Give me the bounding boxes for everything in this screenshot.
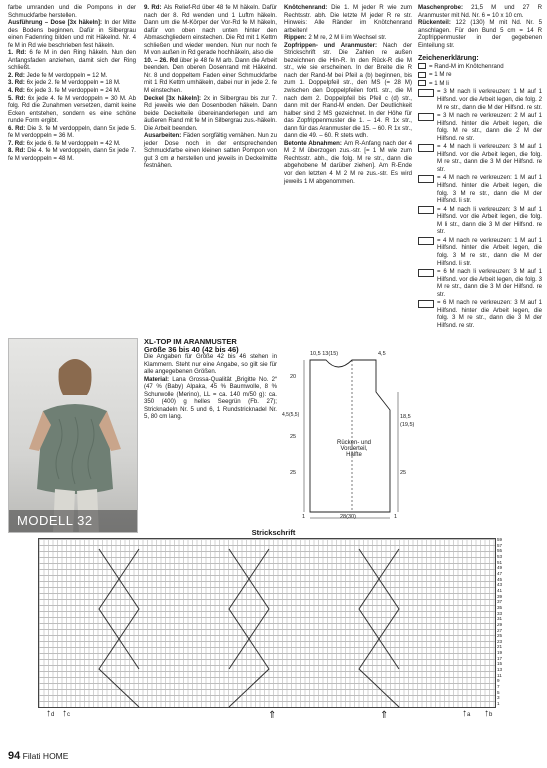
chart-row-number: 19 (497, 650, 503, 656)
chart-row-number: 1 (497, 701, 500, 707)
diagram-left-label-4: 25 (290, 470, 297, 476)
col2-text: 2x in Silbergrau bis zur 7. Rd jeweils wie den Dosenboden häkeln. Dann beide Deckelteile übereinanderlegen und am äußeren Rand mit fe M in Silbergrau zus.-häkeln. Die Arbeit beenden. (144, 94, 277, 132)
chart-row-number: 57 (497, 542, 503, 548)
legend-symbol-icon (418, 63, 426, 69)
chart-row-number: 47 (497, 570, 503, 576)
knitting-chart (38, 538, 496, 708)
col4-heading: Maschenprobe: (418, 4, 472, 11)
legend-item (418, 268, 542, 298)
diagram-right-label-3: 25 (400, 470, 407, 476)
legend-text: = 6 M nach li verkreuzen: 3 M auf 1 Hilfsnd. vor die Arbeit legen, die folg. 3 M re str., dann die 3 M der Hilfsnd. re str. (437, 268, 542, 298)
chart-row-number: 45 (497, 576, 503, 582)
column-1 (8, 4, 136, 162)
col3-paragraph (284, 4, 412, 34)
chart-row-number: 31 (497, 616, 503, 622)
double-arrow-2: ⇑ (380, 710, 389, 721)
chart-row-number: 53 (497, 553, 503, 559)
col3-text: Nach der Strickschrift str. Die Zahlen re außen bezeichnen die Hin-R. In den Rück-R die M str., wie sie erscheinen. In der Breite die R nach der Rand-M bei Pfeil a (b) beginnen, bis zum 1. Doppelpfeil str., den MS (= 28 M) zwischen den Doppelpfeilen fortl. str., die M nach dem 2. Doppelpfeil bis Pfeil c (d) str., dann mit der Rand-M enden. Der Deutlichkeit halber sind 2 MS gezeichnet. In der Höhe für das Zopfrippenmuster die 1. – 14. R 1x str., dann für das Aranmuster die 15. – 60. R 1x str., dann die 49. – 60. R stets wdh. (284, 41, 412, 140)
col3-text: Am R-Anfang nach der 4 M 2 M überzogen zus.-str. [= 1 M wie zum Rechtsstr. abh., die folg. M re str., dann die abgehobene M darüber ziehen]. Am R-Ende vor den letzten 4 M 2 M re zus.-str. Es wird jeweils 1 M abgenommen. (284, 139, 412, 185)
chart-row-number: 9 (497, 678, 500, 684)
legend-symbol-icon (418, 237, 434, 245)
legend-item (418, 299, 542, 329)
chart-row-number: 15 (497, 661, 503, 667)
legend-item (418, 174, 542, 204)
col2-heading: Deckel [3x häkeln]: (144, 94, 204, 102)
chart-row-number: 21 (497, 644, 503, 650)
model-heading: XL-TOP IM ARANMUSTER (144, 337, 237, 346)
diagram-bottom-left-label: 1 (302, 514, 306, 520)
chart-row-number: 23 (497, 638, 503, 644)
arrow-b: ↑b (484, 708, 493, 719)
schematic-diagram (282, 351, 415, 524)
col1-paragraph (8, 72, 136, 80)
col2-heading: 10. – 26. Rd (144, 56, 180, 64)
col1-text: Die 3. fe M verdoppeln, dann 5x jede 5. fe M verdoppeln = 36 M. (8, 124, 137, 140)
col1-heading: 5. Rd: (8, 94, 28, 102)
legend (418, 63, 542, 330)
arrow-c: ↑c (62, 708, 70, 719)
diagram-center-label: Rücken- und Vorderteil, Hälfte (336, 440, 372, 458)
legend-text: = 3 M nach li verkreuzen: 1 M auf 1 Hilfsnd. vor die Arbeit legen, die folg. 2 M re str., dann die M der Hilfsnd. re str. (437, 88, 542, 111)
brand-name: Filati HOME (22, 751, 69, 761)
column-2 (144, 4, 277, 170)
col2-paragraph (144, 95, 277, 133)
col2-text: über je 48 fe M arb. Dann die Arbeit beenden. Den oberen Dosenrand mit Häkelnd. Nr. 8 und doppeltem Faden einer Schmuckfarbe mit 1 Rd Kettm umhäkeln, dabei nur in jede 2. fe M einstechen. (144, 56, 277, 95)
chart-row-number: 7 (497, 684, 500, 690)
chart-row-number: 25 (497, 633, 503, 639)
col2-paragraph (144, 4, 277, 57)
diagram-bottom-label: 28(30) (340, 514, 356, 520)
legend-text: = 1 M li (429, 79, 449, 87)
legend-text: = 3 M nach re verkreuzen: 2 M auf 1 Hilfsnd. hinter die Arbeit legen, die folg. M re str., dann die 2 M der Hilfsnd. re str. (437, 112, 542, 142)
page-footer (8, 750, 68, 762)
chart-row-number: 3 (497, 695, 500, 701)
col4-paragraph (418, 19, 542, 49)
chart-row-number: 17 (497, 655, 503, 661)
col4-heading: Rückenteil: (418, 19, 456, 27)
col1-paragraph (8, 125, 136, 140)
legend-item (418, 80, 542, 88)
legend-text: = 4 M nach li verkreuzen: 3 M auf 1 Hilfsnd. vor die Arbeit legen, die folg. M re str., dann die 3 M der Hilfsnd. re str. (437, 143, 542, 173)
legend-item (418, 143, 542, 173)
col2-paragraph (144, 132, 277, 170)
chart-title: Strickschrift (251, 528, 296, 537)
chart-row-number: 49 (497, 565, 503, 571)
col1-text: Die 4. fe M verdoppeln, dann 5x jede 7. fe M verdoppeln = 48 M. (8, 147, 137, 162)
col3-heading: Betonte Abnahmen: (284, 139, 344, 147)
legend-text: = 4 M nach li verkreuzen: 3 M auf 1 Hilfsnd. vor die Arbeit legen, die folg. M li str., dann die 3 M der Hilfsnd. re str. (437, 205, 542, 236)
legend-symbol-icon (418, 113, 434, 121)
diagram-left-label-2: 4,5(5,5) (282, 412, 300, 418)
legend-text: = 4 M nach re verkreuzen: 1 M auf 1 Hilfsnd. hinter die Arbeit legen, die folg. 3 M re str., dann die M der Hilfsnd. li str. (437, 236, 542, 267)
chart-row-number: 51 (497, 559, 503, 565)
col2-text: Fäden sorgfältig vernähen. Nun zu jeder Dose noch in der entsprechenden Schmuckfarbe einen kleinen satten Pompon von gut 3 cm ø herstellen und jeweils in Deckelmitte festnähen. (144, 132, 277, 170)
legend-text: = 1 M re (429, 71, 452, 79)
legend-item (418, 112, 542, 142)
col3-paragraph (284, 140, 412, 185)
diagram-top-label: 10,5 13(15) (310, 351, 339, 357)
chart-row-number: 39 (497, 593, 503, 599)
chart-row-number: 41 (497, 587, 503, 593)
chart-row-number: 13 (497, 667, 503, 673)
chart-row-number: 29 (497, 621, 503, 627)
col1-paragraph (8, 87, 136, 95)
col1-text: 6x jede 6. fe M verdoppeln = 42 M. (26, 139, 121, 147)
col2-text: Als Relief-Rd über 48 fe M häkeln. Dafür nach der 8. Rd wenden und 1 Luftm häkeln. Dann um die M-Körper der Vor-Rd fe M häkeln, dafür von oben nach unten hinter den Abmaschgliedern einstechen. Die Rd mit 1 Kettm schließen und wieder wenden. Nun nur noch fe M von außen in Rd gerade hochhäkeln, also die (144, 4, 277, 57)
legend-title: Zeichenerklärung: (418, 55, 479, 63)
col1-heading: 1. Rd: (8, 49, 30, 57)
col1-text: 6x jede 2. fe M verdoppeln = 18 M. (26, 79, 121, 87)
col1-heading: 2. Rd: (8, 71, 27, 79)
col1-text: 6x jede 3. fe M verdoppeln = 24 M. (26, 87, 121, 95)
col1-paragraph (8, 147, 136, 162)
col1-heading: 8. Rd: (8, 147, 28, 155)
legend-item (418, 88, 542, 111)
col3-heading: Rippen: (284, 34, 309, 42)
col1-paragraph (8, 4, 136, 19)
col1-heading: 3. Rd: (8, 79, 27, 87)
legend-text: = 6 M nach re verkreuzen: 3 M auf 1 Hilfsnd. hinter die Arbeit legen, die folg. 3 M re str., dann die 3 M der Hilfsnd. re str. (437, 299, 542, 329)
chart-row-number: 5 (497, 689, 500, 695)
col2-heading: Ausarbeiten: (144, 132, 184, 140)
legend-symbol-icon (418, 269, 434, 277)
chart-row-number: 33 (497, 610, 503, 616)
legend-item (418, 71, 542, 79)
col1-paragraph (8, 79, 136, 87)
col1-heading: Ausführung – Dose [3x häkeln]: (8, 19, 105, 27)
col1-paragraph (8, 95, 136, 125)
material-text: Lana Grossa-Qualität „Brigitte No. 2“ (47 % (Baby) Alpaka, 45 % Baumwolle, 8 % Schurwolle (Merino), LL = ca. 140 m/50 g): ca. 350 (400) g helles Seegrün (Fb. 27); Stricknadeln Nr. 5 und 6, 1 Rundstricknadel Nr. 5, 80 cm lang. (144, 375, 277, 421)
col3-paragraph (284, 42, 412, 140)
chart-cables (39, 539, 497, 709)
material-label: Material: (144, 375, 170, 383)
col1-paragraph (8, 49, 136, 72)
arrow-d: ↑d (46, 708, 55, 719)
model-size: Größe 36 bis 40 (42 bis 46) (144, 344, 239, 354)
column-4 (418, 4, 542, 330)
chart-row-number: 27 (497, 627, 503, 633)
legend-item (418, 237, 542, 267)
model-illustration (9, 339, 138, 533)
col2-paragraph (144, 57, 277, 95)
diagram-right-label-2: (19,5) (400, 422, 415, 428)
chart-row-number: 55 (497, 548, 503, 554)
legend-symbol-icon (418, 89, 434, 97)
col4-paragraph (418, 4, 542, 19)
col3-heading: Zopfrippen- und Aranmuster: (284, 41, 383, 49)
column-3 (284, 4, 412, 185)
schematic-svg (290, 352, 410, 524)
diagram-left-label-3: 25 (290, 434, 297, 440)
col1-text: 6 fe M in den Ring häkeln. Nun den Anfangsfaden anziehen, damit sich der Ring schließt. (8, 49, 136, 72)
col1-paragraph (8, 19, 136, 49)
legend-item (418, 206, 542, 236)
legend-symbol-icon (418, 80, 426, 86)
legend-symbol-icon (418, 72, 426, 78)
col2-heading: 9. Rd: (144, 4, 164, 11)
double-arrow-1: ⇑ (268, 710, 277, 721)
model-description (144, 338, 277, 421)
diagram-left-label-1: 20 (290, 374, 297, 380)
chart-row-number: 59 (497, 537, 503, 542)
photo-label: MODELL 32 (9, 510, 137, 532)
legend-item (418, 63, 542, 71)
legend-symbol-icon (418, 175, 434, 183)
legend-symbol-icon (418, 206, 434, 214)
legend-symbol-icon (418, 144, 434, 152)
col1-text: In der Mitte des Bodens beginnen. Dafür in Silbergrau einen Fadenring bilden und mit Häkelnd. Nr. 4 fe M in Rd wie beschrieben fest häkeln. (8, 19, 137, 49)
col3-text: 2 M re, 2 M li im Wechsel str. (308, 34, 387, 42)
page-number: 94 (8, 750, 21, 762)
col4-text: 21,5 M und 27 R Aranmuster mit Nd. Nr. 6 = 10 x 10 cm. (418, 4, 542, 19)
model-intro: Die Angaben für Größe 42 bis 46 stehen in Klammern. Steht nur eine Angabe, so gilt sie für alle angegebenen Größen. (144, 353, 277, 376)
legend-symbol-icon (418, 300, 434, 308)
col1-text: 6x jede 4. fe M verdoppeln = 30 M. Ab folg. Rd die Zunahmen versetzen, damit keine Ecken entstehen, sondern es eine schöne runde Form ergibt. (8, 94, 137, 125)
diagram-right-label-1: 18,5 (400, 414, 411, 420)
col1-paragraph (8, 140, 136, 148)
col1-heading: 7. Rd: (8, 139, 27, 147)
diagram-top-right-label: 4,5 (378, 351, 386, 357)
col1-heading: 6. Rd: (8, 124, 28, 132)
col4-text: 122 (130) M mit Nd. Nr. 5 anschlagen. Für den Bund 5 cm = 14 R Zopfrippenmuster in der gegebenen Einteilung str. (418, 19, 542, 49)
model-photo (8, 338, 138, 533)
col1-heading: 4. Rd: (8, 87, 27, 95)
col3-paragraph (284, 34, 412, 42)
col1-text: farbe umranden und die Pompons in der Schmuckfarbe herstellen. (8, 4, 136, 19)
chart-row-number: 43 (497, 582, 503, 588)
chart-row-numbers (497, 538, 511, 708)
legend-text: = Rand-M im Knötchenrand (429, 62, 504, 70)
legend-text: = 4 M nach re verkreuzen: 1 M auf 1 Hilfsnd. hinter die Arbeit legen, die folg. 3 M re str., dann die M der Hilfsnd. li str. (437, 174, 542, 205)
chart-row-number: 35 (497, 604, 503, 610)
arrow-a: ↑a (462, 708, 471, 719)
col1-text: Jede fe M verdoppeln = 12 M. (26, 71, 108, 79)
col3-text: Die 1. M jeder R wie zum Rechtsstr. abh. Die letzte M jeder R re str. Hinweis: Alle Ränder im Knötchenrand arbeiten! (284, 4, 412, 34)
chart-row-number: 11 (497, 672, 502, 678)
diagram-bottom-right-label: 1 (394, 514, 398, 520)
chart-row-number: 37 (497, 599, 503, 605)
col3-heading: Knötchenrand: (284, 4, 332, 11)
